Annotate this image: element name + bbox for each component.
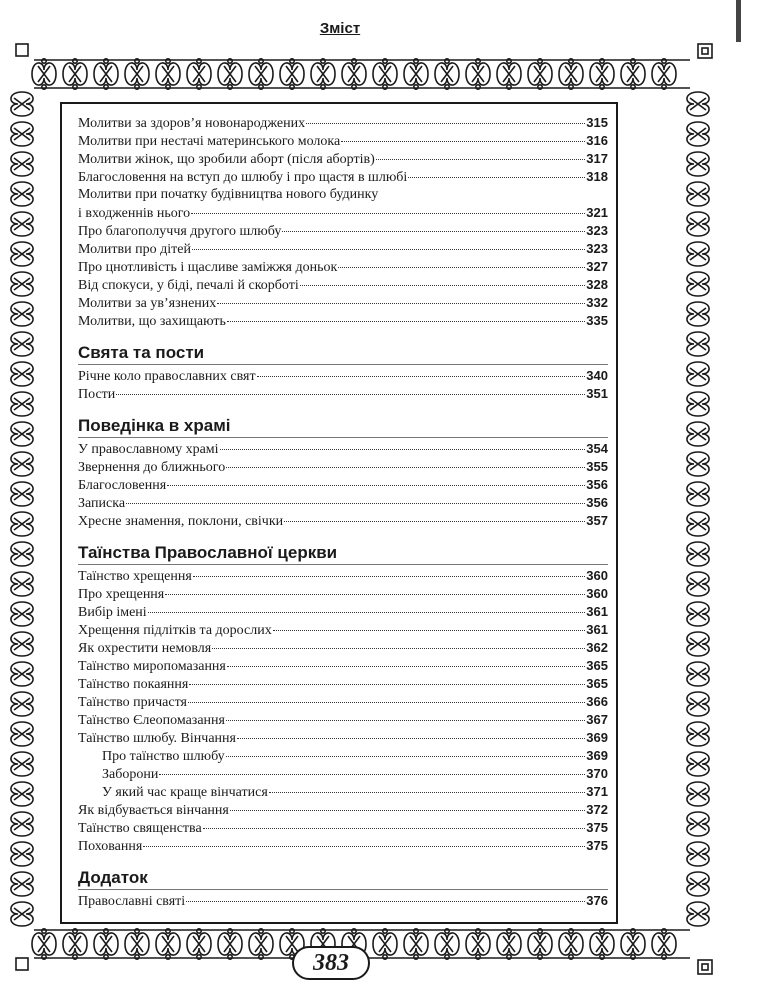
toc-entry: [78, 240, 608, 258]
toc-entry-page: 318: [586, 169, 608, 184]
dot-leader: [217, 302, 585, 304]
toc-entry-page: 323: [586, 223, 608, 238]
toc-entry-page: 361: [586, 604, 608, 619]
table-of-contents: [78, 114, 608, 910]
toc-entry-title: Молитви, що захищають: [78, 314, 226, 329]
toc-entry: [78, 204, 608, 222]
toc-entry-title: Як відбувається вінчання: [78, 803, 229, 818]
dot-leader: [230, 809, 585, 811]
toc-entry: [78, 639, 608, 657]
toc-section: [78, 114, 608, 330]
toc-section: [78, 416, 608, 530]
dot-leader: [257, 375, 586, 377]
dot-leader: [191, 212, 585, 214]
toc-entry-title: Як охрестити немовля: [78, 641, 212, 656]
toc-entry-title: Хрещення підлітків та дорослих: [78, 623, 272, 638]
toc-entry-page: 369: [586, 748, 608, 763]
toc-entry-page: 369: [586, 730, 608, 745]
toc-entry: [78, 693, 608, 711]
toc-entry-title: Про цнотливість і щасливе заміжжя доньок: [78, 260, 338, 275]
section-heading: Таїнства Православної церкви: [78, 543, 608, 565]
toc-entry-page: 321: [586, 205, 608, 220]
toc-entry: [78, 132, 608, 150]
toc-entry-page: 315: [586, 115, 608, 130]
dot-leader: [341, 140, 585, 142]
dot-leader: [273, 629, 586, 631]
toc-entry-title: Молитви жінок, що зробили аборт (після абортів): [78, 152, 375, 167]
toc-entry-title: Таїнство священства: [78, 821, 202, 836]
toc-entry-title: Православні святі: [78, 894, 186, 909]
dot-leader: [212, 647, 585, 649]
toc-entry-title: Записка: [78, 496, 126, 511]
dot-leader: [284, 520, 585, 522]
toc-entry-page: 372: [586, 802, 608, 817]
toc-entry-page: 355: [586, 459, 608, 474]
toc-entry-title: Молитви при нестачі материнського молока: [78, 134, 341, 149]
toc-entry-title: Благословення: [78, 478, 167, 493]
dot-leader: [376, 158, 586, 160]
toc-entry: [78, 711, 608, 729]
toc-entry: [78, 367, 608, 385]
toc-entry-page: 376: [586, 893, 608, 908]
toc-entry-page: 332: [586, 295, 608, 310]
toc-entry-title: Таїнство миропомазання: [78, 659, 226, 674]
dot-leader: [143, 845, 585, 847]
toc-entry-title: Про таїнство шлюбу: [102, 749, 225, 764]
toc-entry: [78, 312, 608, 330]
dot-leader: [186, 900, 585, 902]
dot-leader: [226, 466, 585, 468]
toc-entry-page: 356: [586, 477, 608, 492]
toc-entry: [78, 385, 608, 403]
toc-entry-page: 340: [586, 368, 608, 383]
toc-entry-title: Благословення на вступ до шлюбу і про щастя в шлюбі: [78, 170, 408, 185]
dot-leader: [269, 791, 586, 793]
toc-entry-title: Звернення до ближнього: [78, 460, 226, 475]
toc-entry: [78, 512, 608, 530]
dot-leader: [189, 683, 585, 685]
toc-entry: [78, 114, 608, 132]
toc-entry-title: Від спокуси, у біді, печалі й скорботі: [78, 278, 299, 293]
toc-entry-page: 335: [586, 313, 608, 328]
toc-entry-title: Таїнство шлюбу. Вінчання: [78, 731, 236, 746]
toc-entry: [78, 458, 608, 476]
toc-entry: [78, 168, 608, 186]
toc-entry: [78, 675, 608, 693]
toc-entry-title: У православному храмі: [78, 442, 219, 457]
toc-entry: [78, 621, 608, 639]
toc-section: [78, 868, 608, 910]
toc-entry-page: 361: [586, 622, 608, 637]
toc-entry: [78, 222, 608, 240]
dot-leader: [338, 266, 585, 268]
toc-entry-page: 375: [586, 820, 608, 835]
dot-leader: [159, 773, 585, 775]
dot-leader: [188, 701, 585, 703]
toc-section: [78, 343, 608, 403]
toc-entry-title: Річне коло православних свят: [78, 369, 256, 384]
toc-entry-title: Таїнство покаяння: [78, 677, 189, 692]
toc-entry-title: Таїнство хрещення: [78, 569, 192, 584]
toc-entry-page: 360: [586, 568, 608, 583]
dot-leader: [193, 575, 586, 577]
toc-entry: [78, 747, 608, 765]
toc-entry-title: Молитви за здоров’я новонароджених: [78, 116, 306, 131]
toc-entry: [78, 276, 608, 294]
dot-leader: [192, 248, 585, 250]
dot-leader: [167, 484, 585, 486]
dot-leader: [227, 320, 585, 322]
toc-entry-page: 360: [586, 586, 608, 601]
toc-entry-title: Про благополуччя другого шлюбу: [78, 224, 282, 239]
toc-entry-page: 327: [586, 259, 608, 274]
toc-entry-title: і входженнів нього: [78, 206, 191, 221]
toc-entry: [78, 440, 608, 458]
toc-entry: [78, 258, 608, 276]
dot-leader: [165, 593, 585, 595]
dot-leader: [282, 230, 585, 232]
toc-section: [78, 543, 608, 855]
toc-entry-page: 365: [586, 658, 608, 673]
left-border-ornament: [11, 92, 33, 926]
section-heading: Свята та пости: [78, 343, 608, 365]
dot-leader: [226, 719, 585, 721]
toc-entry-title: Таїнство Єлеопомазання: [78, 713, 225, 728]
toc-entry-page: 362: [586, 640, 608, 655]
toc-entry-title: Пости: [78, 387, 116, 402]
toc-entry-page: 370: [586, 766, 608, 781]
toc-entry: [78, 494, 608, 512]
toc-entry-page: 375: [586, 838, 608, 853]
toc-entry-page: 371: [586, 784, 608, 799]
toc-entry: [78, 801, 608, 819]
section-heading: Поведінка в храмі: [78, 416, 608, 438]
top-border-ornament: [32, 59, 690, 89]
toc-entry: [78, 603, 608, 621]
dot-leader: [408, 176, 585, 178]
toc-entry-page: 351: [586, 386, 608, 401]
toc-entry-page: 354: [586, 441, 608, 456]
toc-entry-page: 357: [586, 513, 608, 528]
toc-entry-page: 323: [586, 241, 608, 256]
toc-entry: [78, 837, 608, 855]
dot-leader: [126, 502, 585, 504]
dot-leader: [306, 122, 585, 124]
toc-entry: [78, 150, 608, 168]
toc-entry: [78, 585, 608, 603]
toc-entry: [78, 186, 608, 204]
toc-entry-title: Заборони: [102, 767, 159, 782]
dot-leader: [220, 448, 586, 450]
toc-entry-title: Поховання: [78, 839, 143, 854]
toc-entry-title: Молитви за ув’язнених: [78, 296, 217, 311]
dot-leader: [226, 755, 586, 757]
toc-entry-title: Про хрещення: [78, 587, 165, 602]
toc-entry-title: Хресне знамення, поклони, свічки: [78, 514, 284, 529]
toc-entry-page: 366: [586, 694, 608, 709]
toc-entry: [78, 783, 608, 801]
toc-entry-title: Вибір імені: [78, 605, 147, 620]
toc-entry: [78, 819, 608, 837]
toc-entry-page: 365: [586, 676, 608, 691]
header-title: Зміст: [319, 20, 361, 37]
toc-entry-title: У який час краще вінчатися: [102, 785, 268, 800]
toc-entry-title: Молитви про дітей: [78, 242, 191, 257]
toc-entry: [78, 729, 608, 747]
dot-leader: [227, 665, 585, 667]
dot-leader: [300, 284, 586, 286]
dot-leader: [148, 611, 586, 613]
section-heading: Додаток: [78, 868, 608, 890]
toc-entry-page: 328: [586, 277, 608, 292]
dot-leader: [237, 737, 585, 739]
dot-leader: [116, 393, 585, 395]
toc-entry-page: 317: [586, 151, 608, 166]
toc-entry-page: 316: [586, 133, 608, 148]
toc-entry: [78, 657, 608, 675]
toc-entry: [78, 892, 608, 910]
page-number: 383: [292, 946, 370, 980]
toc-entry-page: 367: [586, 712, 608, 727]
toc-entry-page: 356: [586, 495, 608, 510]
toc-entry-title: Молитви при початку будівництва нового будинку: [78, 187, 379, 202]
toc-entry: [78, 765, 608, 783]
dot-leader: [203, 827, 586, 829]
right-border-ornament: [687, 92, 709, 926]
toc-entry: [78, 567, 608, 585]
toc-entry-title: Таїнство причастя: [78, 695, 187, 710]
toc-entry: [78, 294, 608, 312]
toc-entry: [78, 476, 608, 494]
